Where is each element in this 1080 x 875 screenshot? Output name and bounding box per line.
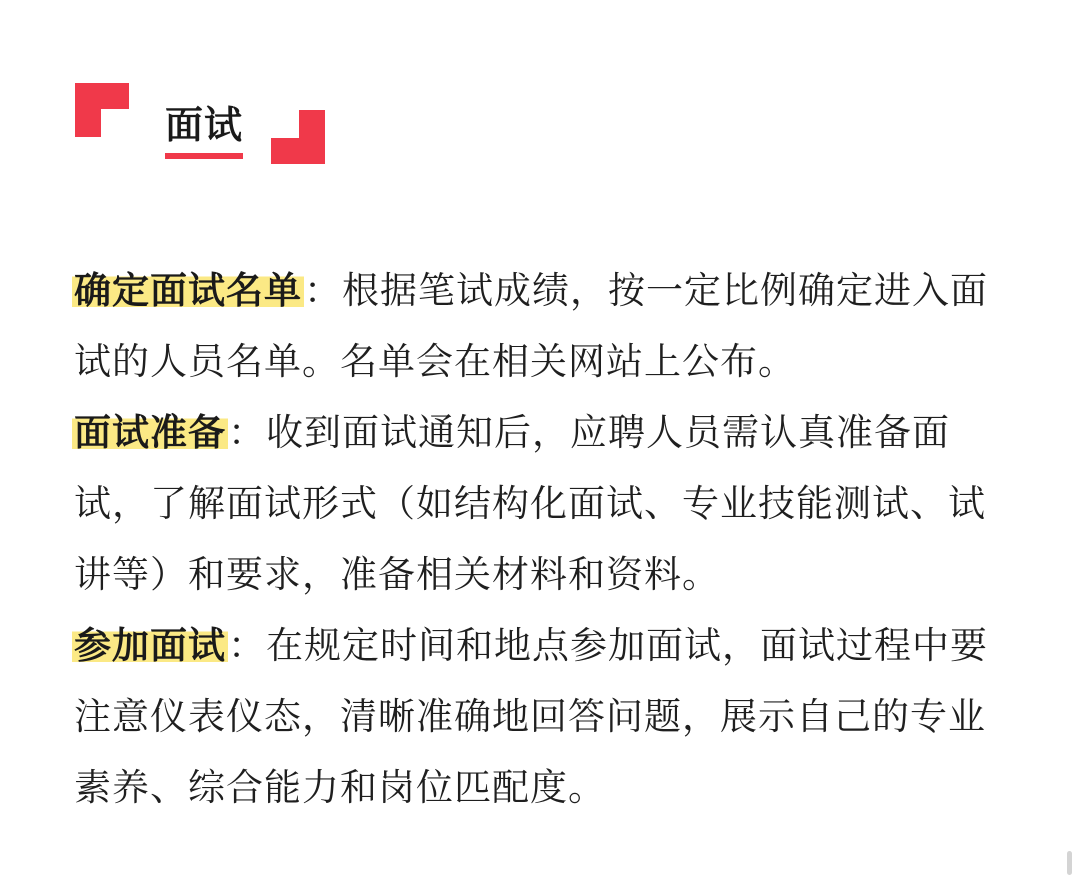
step-paragraph xyxy=(74,397,1009,610)
step-separator: ： xyxy=(228,411,266,454)
step-separator: ： xyxy=(228,624,266,667)
step-separator: ： xyxy=(304,269,342,312)
step-term: 确定面试名单 xyxy=(74,269,302,312)
step-paragraph xyxy=(74,255,1009,397)
step-text: 根据笔试成绩，按一定比例确定进入面试的人员名单。名单会在相关网站上公布。 xyxy=(74,269,988,383)
step-text: 在规定时间和地点参加面试，面试过程中要注意仪表仪态，清晰准确地回答问题，展示自己的专业素养、综合能力和岗位匹配度。 xyxy=(74,624,988,809)
scrollbar-thumb[interactable] xyxy=(1067,851,1072,875)
step-term: 参加面试 xyxy=(74,624,226,667)
corner-bracket-top-left xyxy=(75,83,129,137)
heading-title: 面试 xyxy=(165,103,243,159)
interview-steps xyxy=(74,255,1009,823)
step-term: 面试准备 xyxy=(74,411,226,454)
section-heading xyxy=(75,83,325,164)
step-paragraph xyxy=(74,610,1009,823)
step-text: 收到面试通知后，应聘人员需认真准备面试，了解面试形式（如结构化面试、专业技能测试、试讲等）和要求，准备相关材料和资料。 xyxy=(74,411,986,596)
corner-bracket-bottom-right xyxy=(271,110,325,164)
